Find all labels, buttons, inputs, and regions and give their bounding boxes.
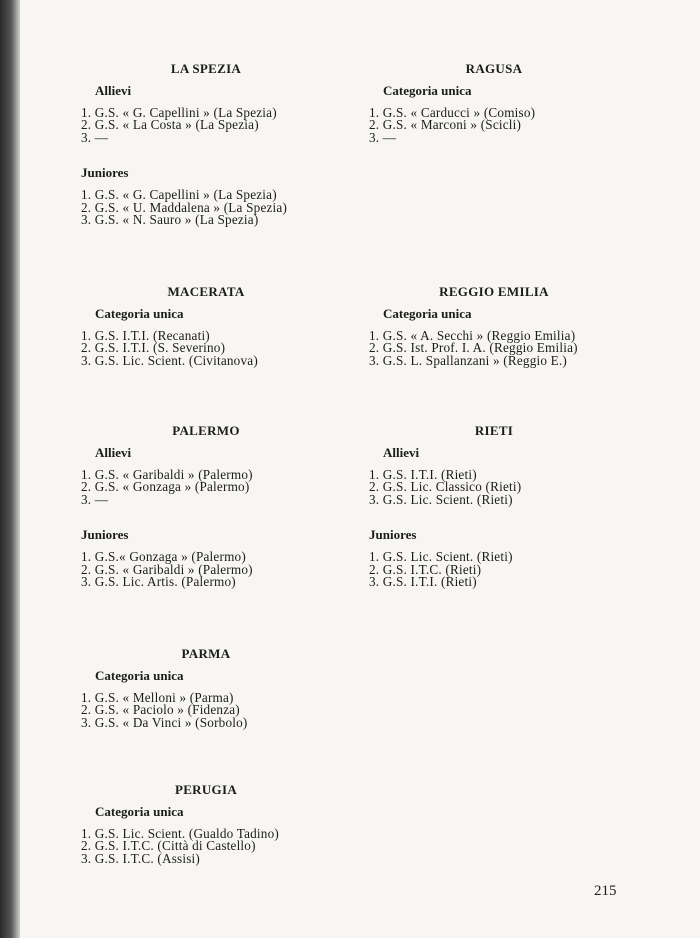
list-item: 3. G.S. I.T.I. (Rieti): [369, 574, 477, 590]
list-item: 1. G.S. « Garibaldi » (Palermo): [81, 467, 253, 482]
section-la-spezia: [81, 62, 331, 248]
list-item: 2. G.S. « U. Maddalena » (La Spezia): [81, 199, 288, 215]
result-list: [81, 828, 331, 865]
result-list: [369, 107, 619, 144]
list-item: 1. G.S. « Carducci » (Comiso): [369, 105, 536, 120]
list-item: 1. G.S. « G. Capellini » (La Spezia): [81, 187, 277, 203]
list-item: 2. G.S. « La Costa » (La Spezia): [81, 117, 259, 133]
category-label: Allievi: [95, 83, 132, 98]
category-label: Allievi: [383, 445, 420, 460]
list-item: 3. G.S. Lic. Scient. (Civitanova): [81, 352, 258, 368]
section-title: RAGUSA: [465, 61, 523, 76]
category-label: Categoria unica: [95, 668, 184, 683]
list-item: 3. —: [81, 129, 109, 145]
section-parma: [81, 647, 331, 751]
page-number: 215: [594, 883, 617, 899]
list-item: 3. G.S. « Da Vinci » (Sorbolo): [81, 714, 248, 730]
section-title: PARMA: [181, 646, 231, 661]
category-label: Categoria unica: [383, 83, 472, 98]
category-label: Allievi: [95, 445, 132, 460]
result-list: [81, 330, 331, 367]
result-list: [81, 692, 331, 729]
list-item: 2. G.S. Lic. Classico (Rieti): [369, 479, 522, 495]
list-item: 1. G.S. I.T.I. (Recanati): [81, 328, 210, 343]
section-title: RIETI: [474, 423, 514, 438]
section-perugia: [81, 783, 331, 887]
list-item: 3. G.S. I.T.C. (Assisi): [81, 850, 201, 866]
list-item: 2. G.S. « Gonzaga » (Palermo): [81, 479, 250, 495]
section-title: LA SPEZIA: [170, 61, 242, 76]
list-item: 2. G.S. « Paciolo » (Fidenza): [81, 702, 240, 718]
list-item: 2. G.S. I.T.I. (S. Severino): [81, 340, 226, 356]
list-item: 2. G.S. I.T.C. (Città di Castello): [81, 838, 256, 854]
list-item: 3. —: [81, 491, 109, 507]
list-item: 1. G.S. Lic. Scient. (Gualdo Tadino): [81, 826, 279, 841]
list-item: 1. G.S. « Melloni » (Parma): [81, 690, 234, 705]
section-reggio-emilia: [369, 285, 619, 389]
result-list: [369, 330, 619, 367]
list-item: 1. G.S. « G. Capellini » (La Spezia): [81, 105, 277, 120]
list-item: 3. G.S. Lic. Scient. (Rieti): [369, 491, 513, 507]
list-item: 2. G.S. I.T.C. (Rieti): [369, 561, 482, 577]
section-title: MACERATA: [167, 284, 245, 299]
category-label: Categoria unica: [95, 306, 184, 321]
category-label: Juniores: [369, 527, 417, 543]
result-list: [81, 469, 331, 506]
section-palermo: [81, 424, 331, 610]
list-item: 1. G.S. I.T.I. (Rieti): [369, 467, 477, 482]
section-title: PALERMO: [172, 423, 240, 438]
section-title: PERUGIA: [174, 782, 238, 797]
result-list: [369, 551, 619, 588]
list-item: 2. G.S. Ist. Prof. I. A. (Reggio Emilia): [369, 340, 578, 356]
list-item: 3. G.S. Lic. Artis. (Palermo): [81, 574, 236, 590]
list-item: 1. G.S. « A. Secchi » (Reggio Emilia): [369, 328, 576, 343]
category-label: Juniores: [81, 165, 129, 181]
list-item: 3. —: [369, 129, 397, 145]
list-item: 1. G.S.« Gonzaga » (Palermo): [81, 549, 246, 565]
list-item: 2. G.S. « Marconi » (Scicli): [369, 117, 522, 133]
section-rieti: [369, 424, 619, 610]
result-list: [81, 189, 331, 226]
category-label: Categoria unica: [383, 306, 472, 321]
category-label: Categoria unica: [95, 804, 184, 819]
page-edge-shadow: [0, 0, 20, 938]
list-item: 3. G.S. L. Spallanzani » (Reggio E.): [369, 352, 568, 368]
result-list: [81, 551, 331, 588]
result-list: [81, 107, 331, 144]
section-macerata: [81, 285, 331, 389]
section-ragusa: [369, 62, 619, 166]
list-item: 2. G.S. « Garibaldi » (Palermo): [81, 561, 253, 577]
list-item: 3. G.S. « N. Sauro » (La Spezia): [81, 212, 259, 228]
category-label: Juniores: [81, 527, 129, 543]
section-title: REGGIO EMILIA: [439, 284, 549, 299]
list-item: 1. G.S. Lic. Scient. (Rieti): [369, 549, 513, 565]
result-list: [369, 469, 619, 506]
